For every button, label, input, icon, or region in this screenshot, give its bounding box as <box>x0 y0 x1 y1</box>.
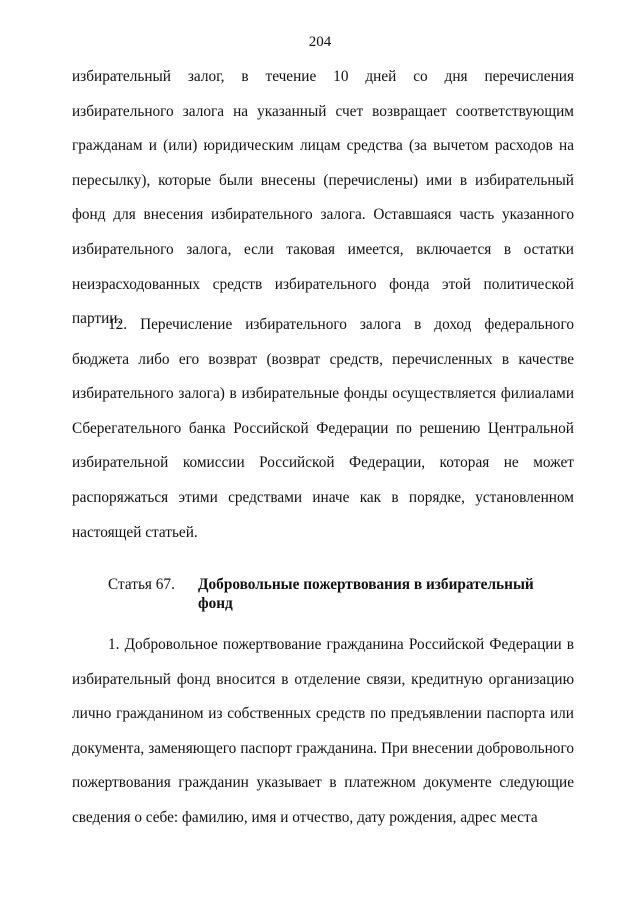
page-number: 204 <box>308 34 332 50</box>
article-title: Добровольные пожертвования в избирательный фонд <box>198 576 534 612</box>
paragraph-continuation: избирательный залог, в течение 10 дней со дня перечисления избирательного залога на указанный счет возвращает соответствующим гражданам и (или) юридическим лицам средства (за вычетом расходов на пересылку), которые были внесены (перечислены) ими в избирательный фонд для внесения избирательного залога. Оставшаяся часть указанного избирательного залога, если таковая имеется, включается в остатки неизрасходованных средств избирательного фонда этой политической партии. <box>72 68 574 328</box>
paragraph-clause-1: 1. Добровольное пожертвование гражданина Российской Федерации в избирательный фонд вносится в отделение связи, кредитную организацию лично гражданином из собственных средств по предъявлении паспорта или документа, заменяющего паспорт гражданина. При внесении добровольного пожертвования гражданин указывает в платежном документе следующие сведения о себе: фамилию, имя и отчество, дату рождения, адрес места <box>72 636 574 826</box>
article-number: Статья 67. <box>108 576 175 593</box>
paragraph-clause-12: 12. Перечисление избирательного залога в доход федерального бюджета либо его возврат (возврат средств, перечисленных в качестве избирательного залога) в избирательные фонды осуществляется филиалами Сберегательного банка Российской Федерации по решению Центральной избирательной комиссии Российской Федерации, которая не может распоряжаться этими средствами иначе как в порядке, установленном настоящей статьей. <box>72 316 574 541</box>
